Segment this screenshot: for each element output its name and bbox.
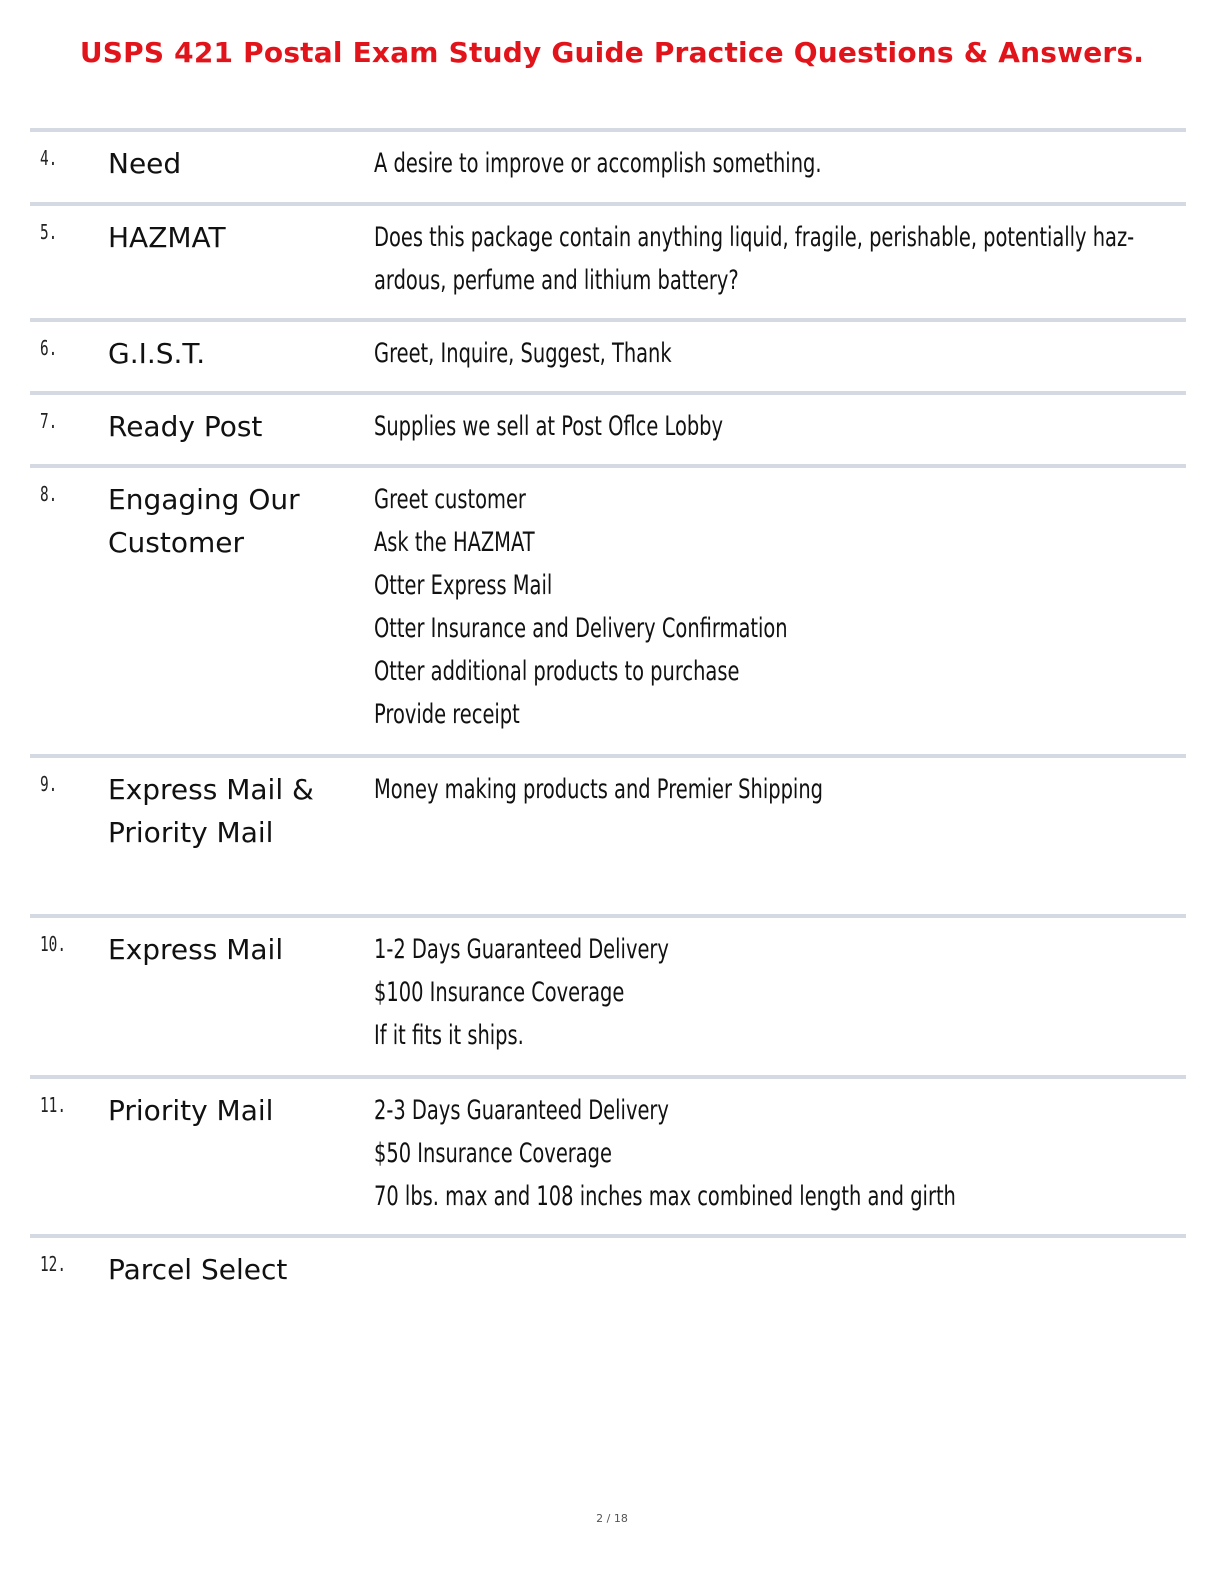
row-number: 6. bbox=[40, 336, 58, 360]
row-number: 10. bbox=[40, 932, 67, 956]
definition-line: Provide receipt bbox=[374, 699, 520, 730]
definition-line: 2-3 Days Guaranteed Delivery bbox=[374, 1095, 669, 1126]
flashcard-row bbox=[30, 128, 1186, 202]
row-term: G.I.S.T. bbox=[108, 337, 206, 370]
row-number: 8. bbox=[40, 482, 58, 506]
definition-line: Greet customer bbox=[374, 484, 526, 515]
row-term: Ready Post bbox=[108, 410, 263, 443]
definition-line: Money making products and Premier Shipping bbox=[374, 774, 823, 805]
row-definition bbox=[374, 1089, 1123, 1218]
row-number: 9. bbox=[40, 772, 58, 796]
definition-line: ardous, perfume and lithium battery? bbox=[374, 265, 739, 296]
definition-line: $100 Insurance Coverage bbox=[374, 977, 625, 1008]
definition-line: Ask the HAZMAT bbox=[374, 527, 535, 558]
row-term: Engaging Our Customer bbox=[108, 483, 300, 559]
definition-line: Otter Insurance and Delivery Confirmation bbox=[374, 613, 788, 644]
definition-line: 1-2 Days Guaranteed Delivery bbox=[374, 934, 669, 965]
row-definition bbox=[374, 216, 1135, 302]
flashcard-row bbox=[30, 754, 1186, 914]
flashcard-row bbox=[30, 202, 1186, 318]
definition-line: 70 lbs. max and 108 inches max combined length and girth bbox=[374, 1181, 956, 1212]
row-term: Parcel Select bbox=[108, 1253, 288, 1286]
row-number: 5. bbox=[40, 220, 58, 244]
row-term: Express Mail & Priority Mail bbox=[108, 773, 314, 849]
page-number: 2 / 18 bbox=[596, 1512, 628, 1525]
definition-line: $50 Insurance Coverage bbox=[374, 1138, 612, 1169]
flashcard-row bbox=[30, 464, 1186, 754]
row-definition bbox=[374, 405, 1123, 448]
definition-line: Supplies we sell at Post Oflce Lobby bbox=[374, 411, 724, 442]
row-number: 4. bbox=[40, 146, 58, 170]
flashcard-row bbox=[30, 391, 1186, 464]
definition-line: Otter additional products to purchase bbox=[374, 656, 740, 687]
row-definition bbox=[374, 768, 1123, 811]
flashcard-row bbox=[30, 1234, 1186, 1304]
row-definition bbox=[374, 142, 1123, 185]
definition-line: A desire to improve or accomplish something. bbox=[374, 148, 822, 179]
row-number: 11. bbox=[40, 1093, 67, 1117]
row-number: 7. bbox=[40, 409, 58, 433]
row-term: Need bbox=[108, 147, 182, 180]
definition-line: Does this package contain anything liquid, fragile, perishable, potentially haz- bbox=[374, 222, 1135, 253]
row-term: Express Mail bbox=[108, 933, 284, 966]
page-title: USPS 421 Postal Exam Study Guide Practice Questions & Answers. bbox=[79, 36, 1145, 69]
row-number: 12. bbox=[40, 1252, 67, 1276]
definition-line: If it fits it ships. bbox=[374, 1020, 524, 1051]
row-term: Priority Mail bbox=[108, 1094, 274, 1127]
flashcard-row bbox=[30, 318, 1186, 391]
row-definition bbox=[374, 332, 1123, 375]
flashcard-list bbox=[30, 128, 1186, 1304]
flashcard-row bbox=[30, 914, 1186, 1075]
flashcard-row bbox=[30, 1075, 1186, 1234]
row-term: HAZMAT bbox=[108, 221, 226, 254]
definition-line: Otter Express Mail bbox=[374, 570, 553, 601]
row-definition bbox=[374, 928, 1123, 1057]
row-definition bbox=[374, 478, 1123, 736]
definition-line: Greet, Inquire, Suggest, Thank bbox=[374, 338, 672, 369]
